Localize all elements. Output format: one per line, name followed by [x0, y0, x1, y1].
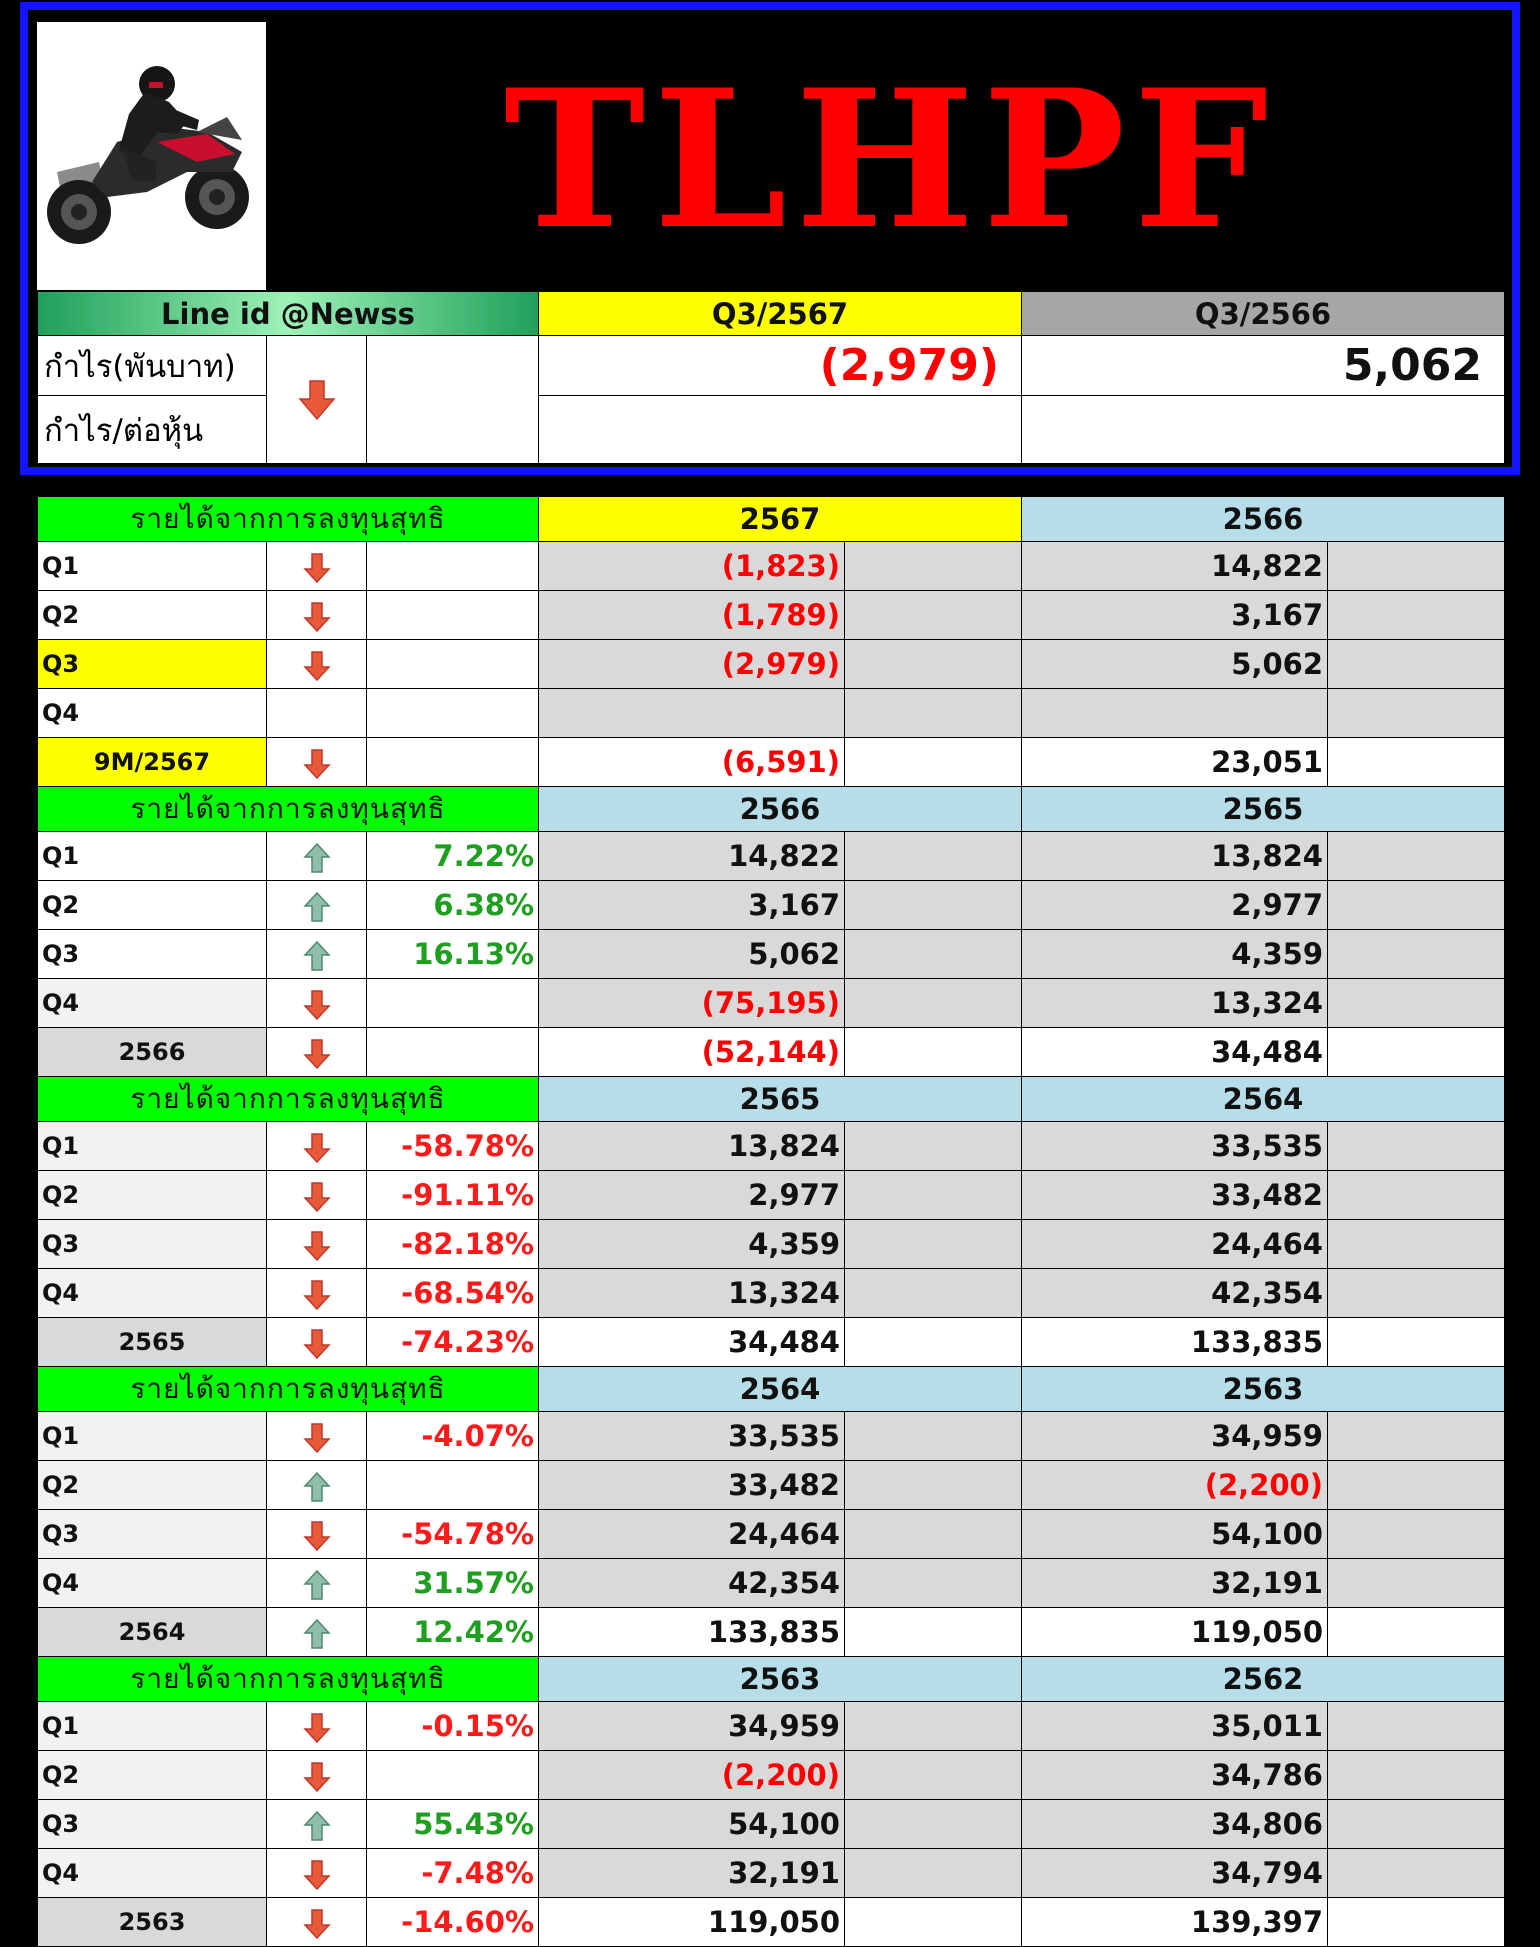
col-previous-period: Q3/2566	[1022, 292, 1505, 336]
down-arrow-icon	[303, 1132, 331, 1164]
spacer-cell	[1328, 1559, 1505, 1608]
trend-cell	[267, 542, 367, 591]
quarter-row	[38, 689, 1505, 738]
trend-cell	[267, 1122, 367, 1171]
value-year-b: 34,794	[1022, 1849, 1328, 1898]
profit-row	[38, 336, 1505, 396]
period-label: Q3	[38, 1800, 267, 1849]
total-row	[38, 1028, 1505, 1077]
value-year-a: 13,824	[539, 1122, 845, 1171]
spacer-cell	[1328, 1220, 1505, 1269]
section-header-row	[38, 1657, 1505, 1702]
value-year-b: 13,824	[1022, 832, 1328, 881]
profit-summary-table	[37, 291, 1505, 464]
section-header-row	[38, 1077, 1505, 1122]
down-arrow-icon	[303, 1279, 331, 1311]
trend-cell	[267, 1510, 367, 1559]
quarter-row	[38, 930, 1505, 979]
section-header-row	[38, 497, 1505, 542]
up-arrow-icon	[303, 842, 331, 874]
spacer-cell	[845, 542, 1022, 591]
trend-cell	[267, 1412, 367, 1461]
period-label: Q4	[38, 1559, 267, 1608]
period-label: Q1	[38, 542, 267, 591]
eps-label: กำไร/ต่อหุ้น	[38, 396, 267, 464]
spacer-cell	[1328, 1751, 1505, 1800]
total-row	[38, 1318, 1505, 1367]
spacer-cell	[845, 1510, 1022, 1559]
trend-cell	[267, 1461, 367, 1510]
period-label: Q2	[38, 881, 267, 930]
yoy-change: -14.60%	[367, 1898, 539, 1947]
quarter-row	[38, 1559, 1505, 1608]
net-investment-income-table	[37, 496, 1505, 1947]
profit-label: กำไร(พันบาท)	[38, 336, 267, 396]
value-year-b: 133,835	[1022, 1318, 1328, 1367]
spacer-cell	[1328, 979, 1505, 1028]
spacer-cell	[845, 1800, 1022, 1849]
value-year-a: (2,979)	[539, 640, 845, 689]
spacer-cell	[845, 1318, 1022, 1367]
value-year-a: 4,359	[539, 1220, 845, 1269]
value-year-a: 2,977	[539, 1171, 845, 1220]
value-year-a: 33,535	[539, 1412, 845, 1461]
total-row	[38, 1608, 1505, 1657]
spacer-cell	[845, 1412, 1022, 1461]
period-label: 2565	[38, 1318, 267, 1367]
trend-cell	[267, 1608, 367, 1657]
quarter-row	[38, 640, 1505, 689]
quarter-row	[38, 1702, 1505, 1751]
value-year-a: 54,100	[539, 1800, 845, 1849]
period-label: Q2	[38, 1461, 267, 1510]
year-a-header: 2563	[539, 1657, 1022, 1702]
yoy-change: -7.48%	[367, 1849, 539, 1898]
value-year-a: 33,482	[539, 1461, 845, 1510]
quarter-row	[38, 1269, 1505, 1318]
value-year-a: (1,823)	[539, 542, 845, 591]
spacer-cell	[845, 689, 1022, 738]
period-label: Q1	[38, 1702, 267, 1751]
spacer-cell	[1328, 1608, 1505, 1657]
down-arrow-icon	[303, 552, 331, 584]
section-title: รายได้จากการลงทุนสุทธิ	[38, 1367, 539, 1412]
year-b-header: 2563	[1022, 1367, 1505, 1412]
down-arrow-icon	[303, 1181, 331, 1213]
down-arrow-icon	[303, 1230, 331, 1262]
value-year-b: 2,977	[1022, 881, 1328, 930]
yoy-change	[367, 979, 539, 1028]
motorcycle-icon	[37, 22, 266, 290]
value-year-b: 3,167	[1022, 591, 1328, 640]
profit-current: (2,979)	[539, 336, 1022, 396]
period-label: Q4	[38, 689, 267, 738]
value-year-b: 139,397	[1022, 1898, 1328, 1947]
down-arrow-icon	[303, 1328, 331, 1360]
value-year-b: 24,464	[1022, 1220, 1328, 1269]
down-arrow-icon	[303, 1859, 331, 1891]
section-header-row	[38, 787, 1505, 832]
trend-cell	[267, 832, 367, 881]
value-year-a: (75,195)	[539, 979, 845, 1028]
trend-cell	[267, 1559, 367, 1608]
value-year-a: 42,354	[539, 1559, 845, 1608]
trend-cell	[267, 1028, 367, 1077]
up-arrow-icon	[303, 940, 331, 972]
eps-previous	[1022, 396, 1505, 464]
spacer-cell	[1328, 1702, 1505, 1751]
period-label: Q1	[38, 1412, 267, 1461]
period-label: 2566	[38, 1028, 267, 1077]
yoy-change: 6.38%	[367, 881, 539, 930]
yoy-change: -58.78%	[367, 1122, 539, 1171]
yoy-change: 16.13%	[367, 930, 539, 979]
spacer-cell	[1328, 542, 1505, 591]
line-id-label: Line id @Newss	[38, 292, 539, 336]
spacer-cell	[1328, 1122, 1505, 1171]
trend-cell	[267, 1171, 367, 1220]
trend-cell	[267, 1800, 367, 1849]
value-year-b	[1022, 689, 1328, 738]
profit-trend-cell	[267, 336, 367, 464]
period-label: Q4	[38, 979, 267, 1028]
year-a-header: 2566	[539, 787, 1022, 832]
yoy-change: 12.42%	[367, 1608, 539, 1657]
value-year-b: 34,959	[1022, 1412, 1328, 1461]
yoy-change	[367, 1461, 539, 1510]
value-year-a: (6,591)	[539, 738, 845, 787]
spacer-cell	[845, 640, 1022, 689]
up-arrow-icon	[303, 1618, 331, 1650]
value-year-b: 4,359	[1022, 930, 1328, 979]
value-year-a: 119,050	[539, 1898, 845, 1947]
motorcycle-logo	[37, 22, 266, 290]
value-year-a: 34,484	[539, 1318, 845, 1367]
spacer-cell	[1328, 1800, 1505, 1849]
profit-pct-cell	[367, 336, 539, 464]
value-year-b: 5,062	[1022, 640, 1328, 689]
value-year-b: 34,806	[1022, 1800, 1328, 1849]
year-a-header: 2564	[539, 1367, 1022, 1412]
down-arrow-icon	[303, 989, 331, 1021]
value-year-b: 13,324	[1022, 979, 1328, 1028]
up-arrow-icon	[303, 1810, 331, 1842]
trend-cell	[267, 979, 367, 1028]
yoy-change	[367, 640, 539, 689]
spacer-cell	[1328, 689, 1505, 738]
spacer-cell	[1328, 881, 1505, 930]
spacer-cell	[845, 1702, 1022, 1751]
spacer-cell	[1328, 930, 1505, 979]
year-b-header: 2566	[1022, 497, 1505, 542]
section-title: รายได้จากการลงทุนสุทธิ	[38, 1657, 539, 1702]
spacer-cell	[845, 1028, 1022, 1077]
year-b-header: 2562	[1022, 1657, 1505, 1702]
quarter-row	[38, 542, 1505, 591]
trend-cell	[267, 640, 367, 689]
quarter-row	[38, 979, 1505, 1028]
value-year-a: 133,835	[539, 1608, 845, 1657]
quarter-row	[38, 1510, 1505, 1559]
yoy-change	[367, 1751, 539, 1800]
period-label: Q3	[38, 640, 267, 689]
value-year-b: 14,822	[1022, 542, 1328, 591]
yoy-change: -82.18%	[367, 1220, 539, 1269]
quarter-row	[38, 1849, 1505, 1898]
period-label: Q3	[38, 1510, 267, 1559]
year-b-header: 2565	[1022, 787, 1505, 832]
spacer-cell	[845, 738, 1022, 787]
spacer-cell	[845, 1751, 1022, 1800]
quarter-row	[38, 1220, 1505, 1269]
value-year-a: 13,324	[539, 1269, 845, 1318]
spacer-cell	[845, 1122, 1022, 1171]
trend-cell	[267, 881, 367, 930]
yoy-change: -4.07%	[367, 1412, 539, 1461]
yoy-change	[367, 738, 539, 787]
spacer-cell	[845, 1171, 1022, 1220]
trend-cell	[267, 1318, 367, 1367]
trend-cell	[267, 1220, 367, 1269]
period-label: 2563	[38, 1898, 267, 1947]
quarter-row	[38, 1800, 1505, 1849]
period-label: 2564	[38, 1608, 267, 1657]
quarter-row	[38, 1122, 1505, 1171]
period-label: Q2	[38, 1171, 267, 1220]
spacer-cell	[1328, 1318, 1505, 1367]
yoy-change: -0.15%	[367, 1702, 539, 1751]
value-year-b: 35,011	[1022, 1702, 1328, 1751]
year-b-header: 2564	[1022, 1077, 1505, 1122]
spacer-cell	[1328, 591, 1505, 640]
value-year-a: (2,200)	[539, 1751, 845, 1800]
spacer-cell	[1328, 738, 1505, 787]
period-label: 9M/2567	[38, 738, 267, 787]
value-year-a	[539, 689, 845, 738]
yoy-change: -74.23%	[367, 1318, 539, 1367]
quarter-row	[38, 1461, 1505, 1510]
down-arrow-icon	[303, 1712, 331, 1744]
spacer-cell	[845, 881, 1022, 930]
value-year-b: 34,786	[1022, 1751, 1328, 1800]
summary-header-row	[38, 292, 1505, 336]
value-year-a: (1,789)	[539, 591, 845, 640]
quarter-row	[38, 591, 1505, 640]
quarter-row	[38, 881, 1505, 930]
section-title: รายได้จากการลงทุนสุทธิ	[38, 497, 539, 542]
spacer-cell	[1328, 832, 1505, 881]
spacer-cell	[1328, 1171, 1505, 1220]
trend-cell	[267, 1751, 367, 1800]
ticker-title: TLHPF	[503, 48, 1277, 271]
value-year-a: 34,959	[539, 1702, 845, 1751]
value-year-a: 24,464	[539, 1510, 845, 1559]
spacer-cell	[845, 832, 1022, 881]
spacer-cell	[845, 1559, 1022, 1608]
up-arrow-icon	[303, 1471, 331, 1503]
period-label: Q4	[38, 1849, 267, 1898]
spacer-cell	[1328, 1849, 1505, 1898]
spacer-cell	[845, 1269, 1022, 1318]
period-label: Q2	[38, 1751, 267, 1800]
trend-cell	[267, 1702, 367, 1751]
value-year-b: 119,050	[1022, 1608, 1328, 1657]
down-arrow-icon	[303, 1038, 331, 1070]
value-year-a: 5,062	[539, 930, 845, 979]
value-year-b: 32,191	[1022, 1559, 1328, 1608]
trend-cell	[267, 591, 367, 640]
down-arrow-icon	[303, 748, 331, 780]
quarter-row	[38, 1412, 1505, 1461]
down-arrow-icon	[303, 1908, 331, 1940]
value-year-b: 33,482	[1022, 1171, 1328, 1220]
yoy-change: 7.22%	[367, 832, 539, 881]
quarter-row	[38, 832, 1505, 881]
down-arrow-icon	[303, 601, 331, 633]
period-label: Q2	[38, 591, 267, 640]
trend-cell	[267, 738, 367, 787]
trend-cell	[267, 689, 367, 738]
up-arrow-icon	[303, 1569, 331, 1601]
spacer-cell	[1328, 1510, 1505, 1559]
spacer-cell	[1328, 1269, 1505, 1318]
yoy-change	[367, 591, 539, 640]
spacer-cell	[845, 591, 1022, 640]
spacer-cell	[845, 930, 1022, 979]
value-year-b: 42,354	[1022, 1269, 1328, 1318]
year-a-header: 2567	[539, 497, 1022, 542]
spacer-cell	[845, 979, 1022, 1028]
section-title: รายได้จากการลงทุนสุทธิ	[38, 1077, 539, 1122]
spacer-cell	[1328, 1461, 1505, 1510]
up-arrow-icon	[303, 891, 331, 923]
yoy-change	[367, 1028, 539, 1077]
yoy-change	[367, 542, 539, 591]
trend-cell	[267, 930, 367, 979]
period-label: Q1	[38, 1122, 267, 1171]
eps-current	[539, 396, 1022, 464]
value-year-b: 33,535	[1022, 1122, 1328, 1171]
yoy-change: -91.11%	[367, 1171, 539, 1220]
yoy-change: -68.54%	[367, 1269, 539, 1318]
spacer-cell	[845, 1849, 1022, 1898]
period-label: Q4	[38, 1269, 267, 1318]
yoy-change: 31.57%	[367, 1559, 539, 1608]
trend-cell	[267, 1269, 367, 1318]
yoy-change	[367, 689, 539, 738]
value-year-a: (52,144)	[539, 1028, 845, 1077]
spacer-cell	[845, 1220, 1022, 1269]
spacer-cell	[845, 1608, 1022, 1657]
eps-row	[38, 396, 1505, 464]
total-row	[38, 738, 1505, 787]
trend-cell	[267, 1898, 367, 1947]
value-year-a: 14,822	[539, 832, 845, 881]
quarter-row	[38, 1171, 1505, 1220]
value-year-a: 3,167	[539, 881, 845, 930]
period-label: Q1	[38, 832, 267, 881]
down-arrow-icon	[303, 1422, 331, 1454]
spacer-cell	[1328, 1028, 1505, 1077]
down-arrow-icon	[298, 379, 336, 421]
value-year-b: 23,051	[1022, 738, 1328, 787]
section-title: รายได้จากการลงทุนสุทธิ	[38, 787, 539, 832]
spacer-cell	[1328, 1898, 1505, 1947]
spacer-cell	[845, 1898, 1022, 1947]
down-arrow-icon	[303, 1761, 331, 1793]
down-arrow-icon	[303, 650, 331, 682]
spacer-cell	[845, 1461, 1022, 1510]
profit-previous: 5,062	[1022, 336, 1505, 396]
yoy-change: -54.78%	[367, 1510, 539, 1559]
value-year-b: 34,484	[1022, 1028, 1328, 1077]
section-header-row	[38, 1367, 1505, 1412]
value-year-b: 54,100	[1022, 1510, 1328, 1559]
trend-cell	[267, 1849, 367, 1898]
spacer-cell	[1328, 1412, 1505, 1461]
total-row	[38, 1898, 1505, 1947]
year-a-header: 2565	[539, 1077, 1022, 1122]
period-label: Q3	[38, 930, 267, 979]
down-arrow-icon	[303, 1520, 331, 1552]
period-label: Q3	[38, 1220, 267, 1269]
value-year-b: (2,200)	[1022, 1461, 1328, 1510]
value-year-a: 32,191	[539, 1849, 845, 1898]
yoy-change: 55.43%	[367, 1800, 539, 1849]
spacer-cell	[1328, 640, 1505, 689]
col-current-period: Q3/2567	[539, 292, 1022, 336]
quarter-row	[38, 1751, 1505, 1800]
